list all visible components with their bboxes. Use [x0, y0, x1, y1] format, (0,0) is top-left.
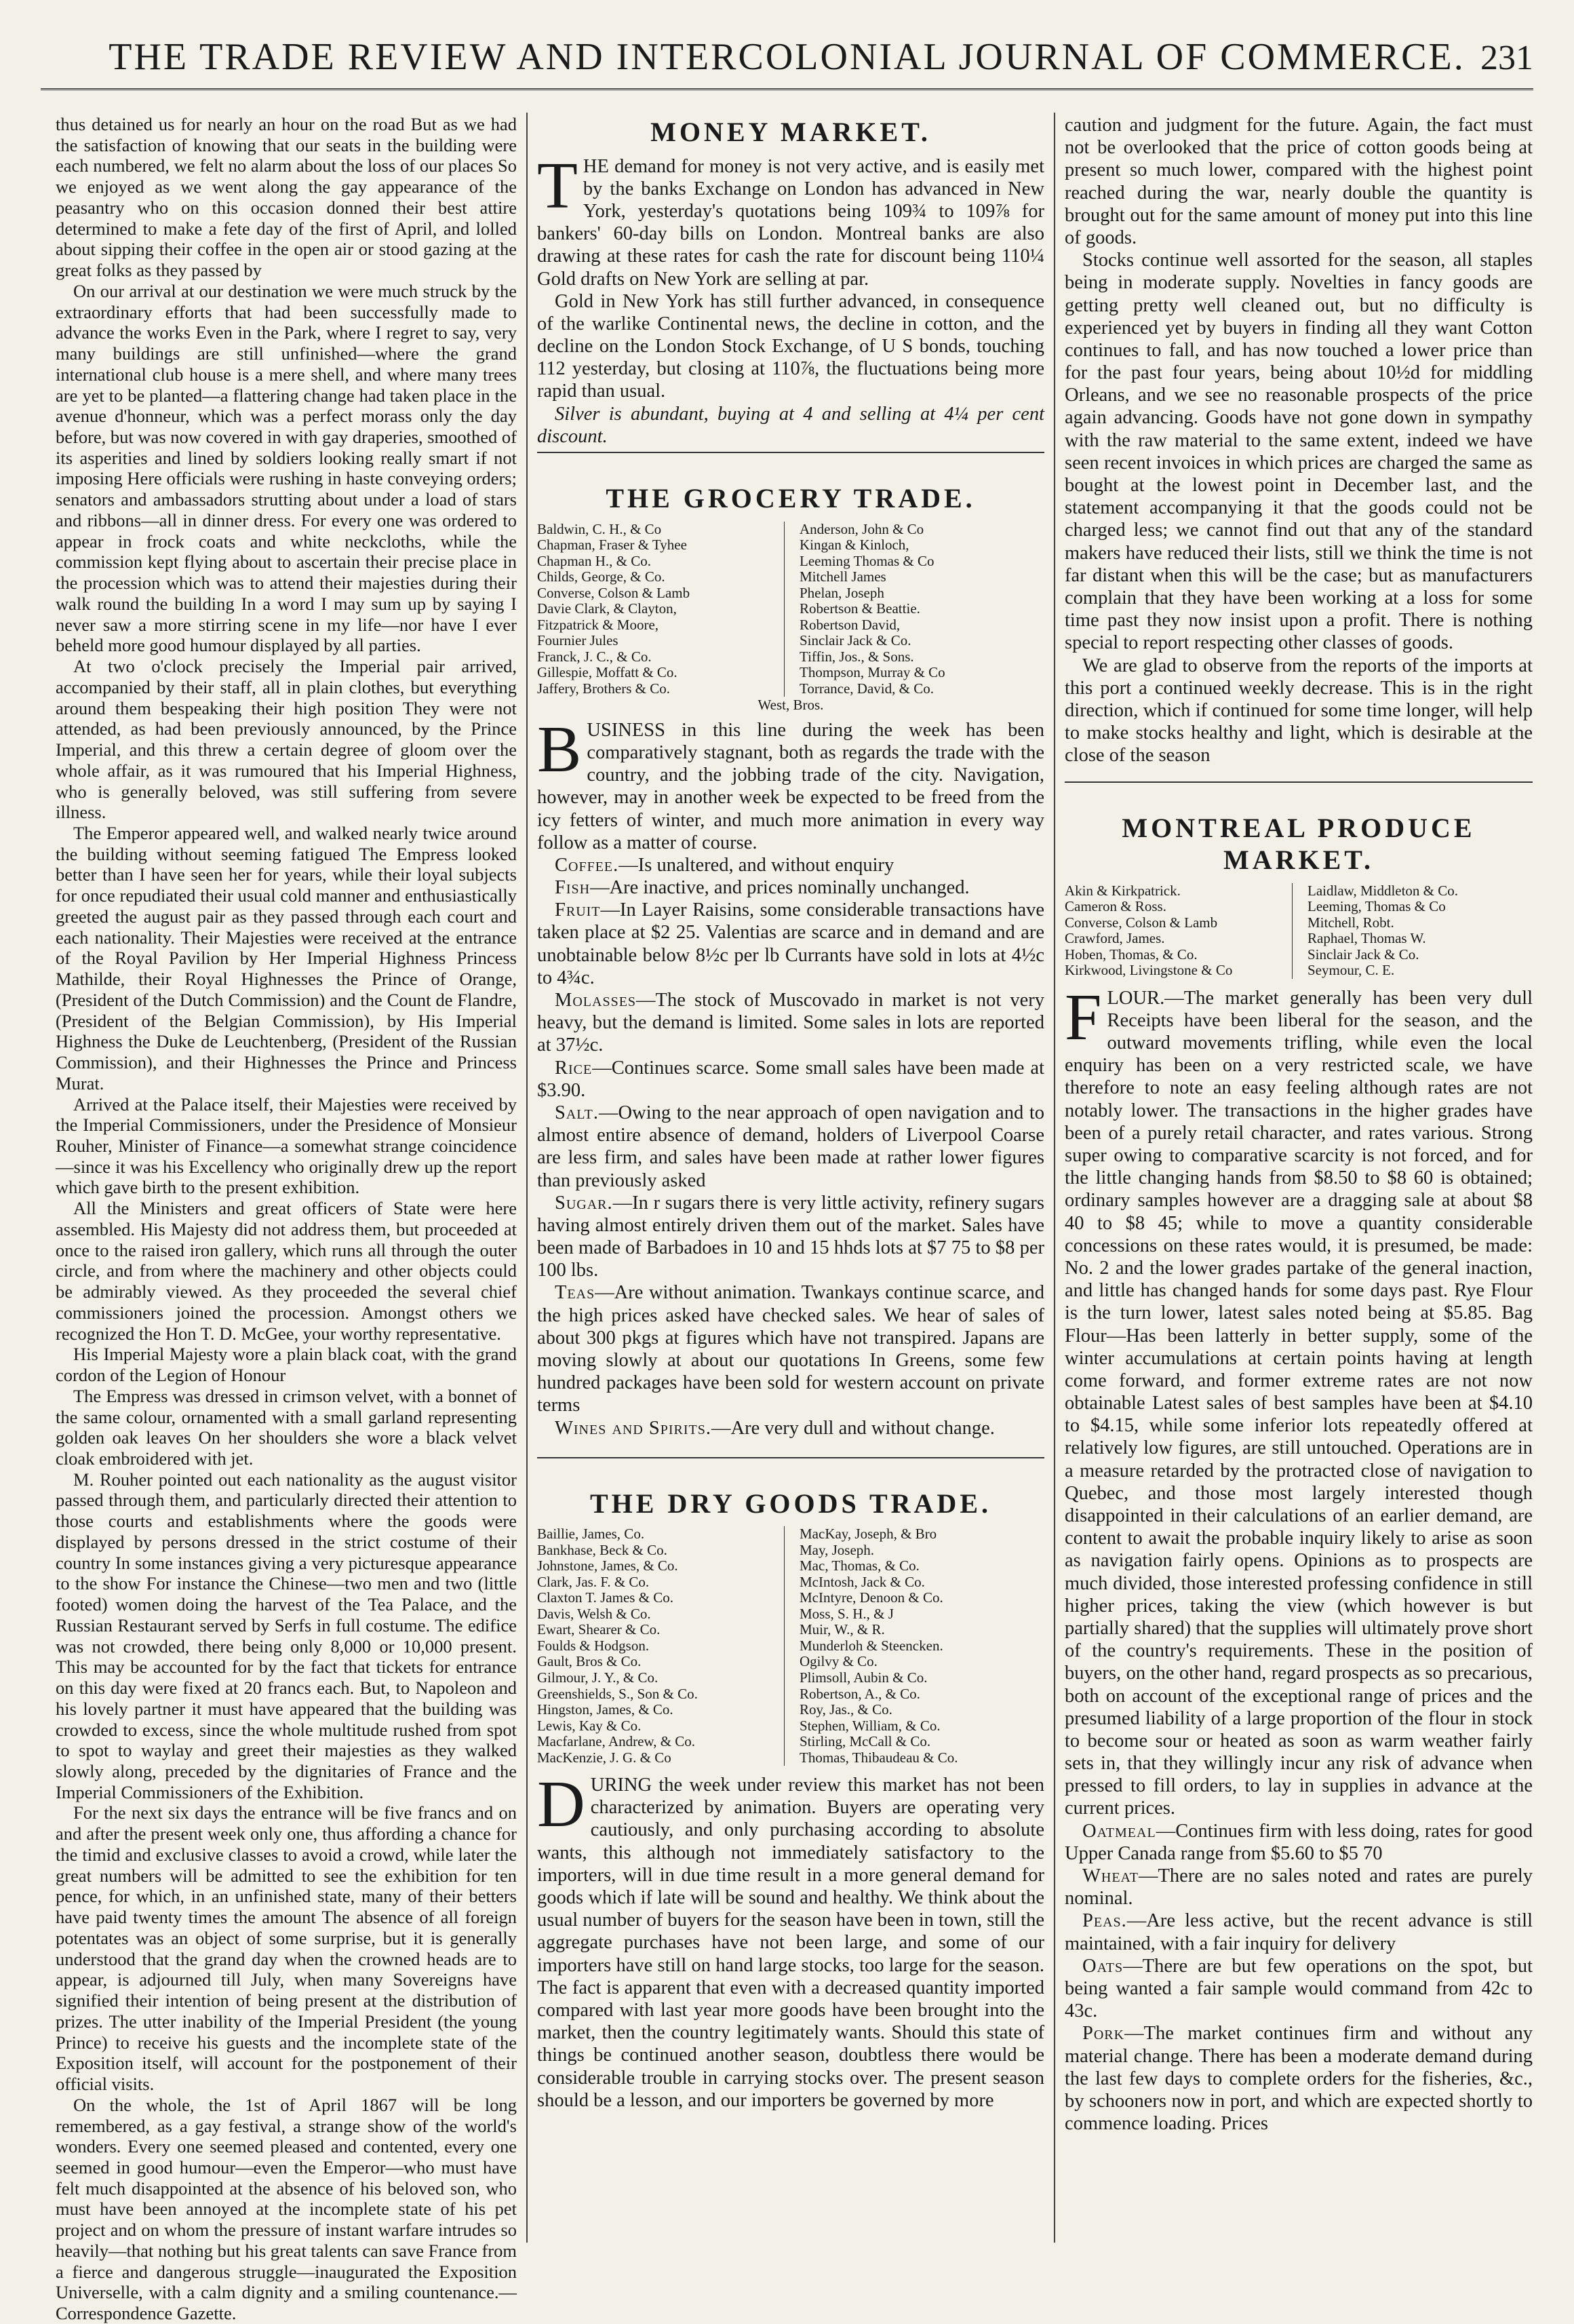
firm-name: Baldwin, C. H., & Co: [537, 520, 662, 537]
firm-name: Johnstone, James, & Co.: [537, 1557, 678, 1574]
firm-name: Greenshields, S., Son & Co.: [537, 1685, 698, 1702]
firm-name: May, Joseph.: [800, 1541, 875, 1558]
item-text: —Owing to the near approach of open navigation and to almost entire absence of demand, holders of Liverpool Coarse are less firm, and sales have been made at rather lower figures than previously asked: [537, 1102, 1044, 1191]
firm-name: Mac, Thomas, & Co.: [800, 1557, 920, 1574]
article-column-left: [56, 114, 517, 2324]
market-item: [537, 854, 1044, 876]
firm-name: Plimsoll, Aubin & Co.: [800, 1669, 928, 1686]
item-label: Fish: [555, 877, 591, 899]
article-paragraph: At two o'clock precisely the Imperial pair arrived, accompanied by their staff, all in plain clothes, but everything around them bespeaking their high position They were not attended, as had been previously announced, by the Prince Imperial, and this threw a certain degree of gloom over the whole affair, as it was rumoured that his Imperial Highness, who is generally beloved, was still suffering from severe illness.: [56, 656, 517, 823]
firm-list-right: [797, 522, 1044, 697]
item-label: Peas.: [1082, 1910, 1127, 1932]
firm-name: Childs, George, & Co.: [537, 568, 665, 585]
produce-items: [1065, 1820, 1533, 2135]
dry-goods-continued-paragraph: Stocks continue well assorted for the season, all staples being in moderate supply. Novelties in fancy goods are getting pretty well cleaned out, but no difficulty is experienced yet by buyers in finding all they want Cotton continues to fall, and has now touched a lower price than for the past four years, being about 10½d for middling Orleans, and we see no reasonable prospects of the price again advancing. Goods have not gone down in sympathy with the raw material to the same extent, indeed we have seen recent invoices in which prices are charged the same as bought at the lowest point in December last, and the statement accompanying it that the goods could not be charged less; we cannot find out that any of the standard makers have reduced their lists, still we think the time is not far distant when this will be the case; but as manufacturers complain that they have been working at a loss for some time past they now insist upon a profit. There is nothing special to report respecting other classes of goods.: [1065, 250, 1533, 654]
market-item: [537, 1281, 1044, 1416]
firm-list-right: [797, 1526, 1044, 1766]
money-market-heading: MONEY MARKET.: [650, 117, 931, 147]
firm-name: Hoben, Thomas, & Co.: [1065, 946, 1198, 963]
firm-name: Seymour, C. E.: [1307, 962, 1395, 979]
firm-name: McIntyre, Denoon & Co.: [800, 1589, 943, 1606]
firm-name: Muir, W., & R.: [800, 1621, 885, 1638]
article-paragraph: His Imperial Majesty wore a plain black coat, with the grand cordon of the Legion of Honour: [56, 1344, 517, 1386]
article-paragraph: M. Rouher pointed out each nationality as the august visitor passed through them, and particularly directed their attention to those courts and establishments where the goods were displayed by persons dressed in the strict costume of their country In some instances giving a very picturesque appearance to the show For instance the Chinese—two men and two (little footed) women doing the harvest of the Tea Palace, and the Russian Restaurant served by Serfs in full costume. The edifice was not crowded, there being only 8,000 or 10,000 present. This may be accounted for by the fact that tickets for entrance on this day were fixed at 20 francs each. But, to Napoleon and his lovely partner it must have appeared that the building was crowded to excess, since the whole multitude rushed from spot to spot to waylay and greet their majesties as they walked slowly along, preceded by the dignitaries of France and the Imperial Commissioners of the Exhibition.: [56, 1469, 517, 1802]
market-item: [537, 989, 1044, 1057]
firm-name: Claxton T. James & Co.: [537, 1589, 674, 1606]
firm-name: Chapman H., & Co.: [537, 552, 651, 569]
firm-name: Converse, Colson & Lamb: [537, 584, 690, 601]
article-paragraph: The Empress was dressed in crimson velvet, with a bonnet of the same colour, ornamented with a small garland representing golden oak leaves On her shoulders she wore a black velvet cloak embroidered with jet.: [56, 1385, 517, 1469]
produce-firm-list: [1065, 883, 1533, 979]
firm-list-trailing: West, Bros.: [758, 697, 824, 714]
market-item: [537, 899, 1044, 989]
drop-cap: D: [537, 1768, 585, 1842]
firm-name: Ogilvy & Co.: [800, 1653, 878, 1670]
market-item: [537, 1057, 1044, 1102]
market-column-right: [1065, 114, 1533, 2243]
item-text: —Are less active, but the recent advance is still maintained, with a fair inquiry for delivery: [1065, 1910, 1533, 1954]
firm-name: Clark, Jas. F. & Co.: [537, 1573, 650, 1590]
item-text: —There are but few operations on the spot, but being wanted a fair sample would command from 42c to 43c.: [1065, 1955, 1533, 2022]
dry-goods-firm-list: [537, 1526, 1044, 1766]
firm-name: Leeming, Thomas & Co: [1307, 898, 1446, 915]
item-text: —Are very dull and without change.: [711, 1417, 995, 1439]
dry-goods-paragraph: DURING the week under review this market has not been characterized by animation. Buyers are operating very cautiously, and only purchasing according to absolute wants, this although not immediately satisfactory to the importers, will in due time result in a more general demand for goods which if late will be sound and healthy. We think about the usual number of buyers for the season have been in town, still the aggregate purchases have not been large, and some of our importers have still on hand large stocks, too large for the season. The fact is apparent that even with a decreased quantity imported compared with last year more goods have been brought into the market, then the country legitimately wants. Should this state of things be continued another season, doubtless there would be considerable trouble in carrying stocks over. The present season should be a lesson, and our importers be governed by more: [537, 1768, 1044, 2111]
article-paragraph: On our arrival at our destination we were much struck by the extraordinary efforts that had been successfully made to advance the works Even in the Park, where I regret to say, very many buildings are still unfinished—where the grand international club house is a mere shell, and where many trees are yet to be planted—a flattering change had taken place in the avenue d'honneur, which was a perfect morass only the day before, but was now covered in with gay draperies, smoothed of its asperities and lined by soldiers looking really smart if not imposing Here officials were rushing in haste conveying orders; senators and ambassadors strutting about under a load of stars and ribbons—all in dinner dress. For every one was ordered to appear in frock coats and white neckcloths, while the commission kept flying about to ascertain their precise place in the procession which was to attend their majesties during their walk round the building In a word I may sum up by saying I never saw a more stirring scene in my life—nor have I ever beheld more good humour displayed by all parties.: [56, 280, 517, 656]
firm-name: MacKenzie, J. G. & Co: [537, 1749, 671, 1766]
firm-list-left: [537, 522, 785, 697]
item-text: —Are inactive, and prices nominally unchanged.: [590, 877, 970, 899]
firm-name: Kirkwood, Livingstone & Co: [1065, 962, 1233, 979]
firm-name: Roy, Jas., & Co.: [800, 1701, 892, 1718]
firm-name: Mitchell, Robt.: [1307, 914, 1394, 931]
item-label: Rice: [555, 1057, 593, 1079]
item-text: —Continues scarce. Some small sales have been made at $3.90.: [537, 1057, 1044, 1101]
dry-goods-continued-paragraph: caution and judgment for the future. Again, the fact must not be overlooked that the price of cotton goods being at present so much lower, compared with the highest point reached during the war, nearly double the quantity is brought out for the same amount of money put into this line of goods.: [1065, 115, 1533, 248]
firm-name: Robertson David,: [800, 616, 901, 633]
firm-name: Moss, S. H., & J: [800, 1605, 894, 1622]
market-item: [1065, 2022, 1533, 2135]
firm-list-right: [1305, 883, 1533, 979]
firm-name: Anderson, John & Co: [800, 520, 924, 537]
market-column-middle: [537, 114, 1044, 2243]
firm-name: Laidlaw, Middleton & Co.: [1307, 882, 1459, 899]
firm-name: Phelan, Joseph: [800, 584, 884, 601]
item-label: Wines and Spirits.: [555, 1417, 712, 1439]
grocery-firm-list: [537, 522, 1044, 697]
firm-name: Ewart, Shearer & Co.: [537, 1621, 661, 1638]
firm-name: Mitchell James: [800, 568, 886, 585]
firm-name: Davie Clark, & Clayton,: [537, 600, 677, 617]
firm-name: Robertson & Beattie.: [800, 600, 920, 617]
firm-name: Foulds & Hodgson.: [537, 1637, 650, 1654]
firm-list-left: [537, 1526, 785, 1766]
firm-name: Baillie, James, Co.: [537, 1526, 645, 1543]
firm-name: Robertson, A., & Co.: [800, 1685, 920, 1702]
market-item: [1065, 1955, 1533, 2023]
firm-name: McIntosh, Jack & Co.: [800, 1573, 925, 1590]
firm-name: Macfarlane, Andrew, & Co.: [537, 1733, 696, 1750]
item-label: Salt.: [555, 1102, 599, 1123]
item-label: Molasses: [555, 990, 637, 1011]
firm-name: Akin & Kirkpatrick.: [1065, 882, 1181, 899]
firm-name: Stephen, William, & Co.: [800, 1717, 941, 1734]
article-paragraph: On the whole, the 1st of April 1867 will be long remembered, as a gay festival, a strange show of the world's wonders. Every one seemed pleased and contented, every one seemed in good humour—even the Emperor—who must have felt much disappointed at the absence of his beloved son, who must have been annoyed at the incomplete state of his pet project and on whom the pressure of instant warfare intrudes so heavily—that nothing but his great talents can save France from a fierce and dangerous struggle—inaugurated the Exposition Universelle, with a calm dignity and a smiling countenance.—Correspondence Gazette.: [56, 2094, 517, 2324]
market-item: [537, 1102, 1044, 1192]
firm-name: Raphael, Thomas W.: [1307, 930, 1426, 947]
item-label: Sugar.: [555, 1192, 613, 1214]
item-text: —Are without animation. Twankays continue scarce, and the high prices asked have checked sales. We hear of sales of about 300 pkgs at figures which have not transpired. Japans are moving slowly at about our quotations In Greens, some few hundred packages have been sold for western account on private terms: [537, 1282, 1044, 1416]
firm-name: Thomas, Thibaudeau & Co.: [800, 1749, 958, 1766]
firm-name: Leeming Thomas & Co: [800, 552, 934, 569]
column-divider: [526, 113, 528, 2243]
article-paragraph: All the Ministers and great officers of State were here assembled. His Majesty did not address them, but proceeded at once to the raised iron gallery, which runs all through the outer circle, and from where the machinery and other objects could be admirably viewed. As they proceeded the several chief commissioners joined the procession. Amongst others we recognized the Hon T. D. McGee, your worthy representative.: [56, 1198, 517, 1344]
firm-name: Tiffin, Jos., & Sons.: [800, 648, 914, 665]
firm-name: Gilmour, J. Y., & Co.: [537, 1669, 658, 1686]
firm-name: Gillespie, Moffatt & Co.: [537, 664, 677, 681]
firm-name: Crawford, James.: [1065, 930, 1165, 947]
market-item: [537, 1417, 1044, 1439]
firm-name: Torrance, David, & Co.: [800, 680, 934, 697]
item-text: —The stock of Muscovado in market is not very heavy, but the demand is limited. Some sales in lots are reported at 37½c.: [537, 990, 1044, 1056]
grocery-trade-heading: THE GROCERY TRADE.: [606, 483, 976, 514]
market-item: [537, 1192, 1044, 1282]
money-market-paragraph: Gold in New York has still further advanced, in consequence of the warlike Continental news, the decline in cotton, and the decline on the London Stock Exchange, of U S bonds, touching 112 yesterday, but closing at 110⅞, the fluctuations being more rapid than usual.: [537, 290, 1044, 402]
firm-name: Franck, J. C., & Co.: [537, 648, 652, 665]
firm-list-left: [1065, 883, 1293, 979]
firm-name: Hingston, James, & Co.: [537, 1701, 673, 1718]
firm-name: Sinclair Jack & Co.: [1307, 946, 1419, 963]
drop-cap: F: [1065, 980, 1102, 1054]
firm-name: Davis, Welsh & Co.: [537, 1605, 651, 1622]
item-label: Oatmeal: [1082, 1820, 1156, 1842]
firm-name: Fournier Jules: [537, 632, 618, 649]
firm-name: Thompson, Murray & Co: [800, 664, 945, 681]
item-text: —Is unaltered, and without enquiry: [618, 854, 894, 876]
grocery-items: [537, 854, 1044, 1439]
item-text: —In Layer Raisins, some considerable transactions have taken place at $2 25. Valentias are scarce and in demand and are unobtainable below 8½c per lb Currants have sold in lots at 4½c to 4¾c.: [537, 899, 1044, 988]
item-label: Fruit: [555, 899, 601, 921]
article-paragraph: The Emperor appeared well, and walked nearly twice around the building without seeming fatigued The Empress looked better than I have seen her for years, while their loyal subjects for once repudiated their usual cold manner and enthusiastically greeted the august pair as they passed through each court and each nationality. Their Majesties were received at the entrance of the Royal Pavilion by Her Imperial Highness Princess Mathilde, their Royal Highnesses the Prince of Orange, (President of the Dutch Commission) and the Count de Flandre, (President of the Belgian Commission), by His Imperial Highness the Duke de Leuchtenberg, (President of the Russian Commission), and their Highnesses the Prince and Princess Murat.: [56, 822, 517, 1093]
firm-name: Stirling, McCall & Co.: [800, 1733, 931, 1750]
firm-name: Munderloh & Steencken.: [800, 1637, 943, 1654]
item-label: Coffee.: [555, 854, 619, 876]
section-rule: [1065, 781, 1533, 783]
column-divider: [1054, 113, 1055, 2243]
money-market-paragraph: Silver is abundant, buying at 4 and selling at 4¼ per cent discount.: [537, 403, 1044, 447]
firm-name: Kingan & Kinloch,: [800, 537, 909, 554]
grocery-paragraph: BUSINESS in this line during the week has been comparatively stagnant, both as regards the trade with the country, and the jobbing trade of the city. Navigation, however, may in another week be expected to be freed from the icy fetters of winter, and much more animation in every way follow as a matter of course.: [537, 712, 1044, 853]
firm-name: Sinclair Jack & Co.: [800, 632, 911, 649]
dry-goods-heading: THE DRY GOODS TRADE.: [589, 1488, 991, 1519]
market-item: [1065, 1865, 1533, 1910]
item-text: —There are no sales noted and rates are purely nominal.: [1065, 1865, 1533, 1910]
section-rule: [537, 1457, 1044, 1458]
firm-name: MacKay, Joseph, & Bro: [800, 1526, 937, 1543]
firm-name: Bankhase, Beck & Co.: [537, 1541, 667, 1558]
firm-name: Chapman, Fraser & Tyhee: [537, 537, 687, 554]
page-header: [41, 35, 1533, 90]
item-label: Oats: [1082, 1955, 1124, 1977]
firm-name: Lewis, Kay & Co.: [537, 1717, 642, 1734]
article-paragraph: thus detained us for nearly an hour on the road But as we had the satisfaction of knowing that our seats in the building were each numbered, we felt no alarm about the loss of our places So we enjoyed as we went along the gay appearance of the peasantry who on this occasion donned their best attire determined to make a fete day of the first of April, and lolled about sipping their coffee in the open air or stood gazing at the great folks as they passed by: [56, 114, 517, 281]
item-label: Teas: [555, 1282, 595, 1304]
market-item: [1065, 1820, 1533, 1865]
firm-name: Gault, Bros & Co.: [537, 1653, 642, 1670]
drop-cap: B: [537, 712, 582, 786]
produce-paragraph: FLOUR.—The market generally has been very dull Receipts have been liberal for the season, and the outward movements trifling, while even the local enquiry has been on a very restricted scale, we have therefore to note an easy feeling although rates are not notably lower. The transactions in the higher grades have been of a purely retail character, and rates various. Strong super owing to comparative scarcity is not forced, and for the little changing hands from $8.50 to $8 60 is obtained; ordinary samples however are a dragging sale at about $8 40 to $8 45; while to move a quantity considerable concessions on these rates would, it is presumed, be made: No. 2 and the lower grades partake of the general inaction, and little has changed hands for some days past. Rye Flour is the turn lower, latest sales noted being at $5.85. Bag Flour—Has been latterly in better supply, some of the winter accumulations at certain points having at length come forward, and former extreme rates are not now obtainable Latest sales of best samples have been at $4.10 to $4.15, while some inferior lots repeatedly offered at relatively low figures, are still untouched. Operations are in a measure retarded by the protracted close of navigation to Quebec, and those most largely interested though disappointed in their calculations of an earlier demand, are content to await the probable inquiry likely to arise as soon as navigation fairly opens. Opinions as to prospects are much divided, those interested professing confidence in still higher prices, taking the view (which however is but partially shared) that the supplies will ultimately prove short of the country's requirements. These in the position of buyers, on the other hand, regard prospects as so precarious, both on account of the exceptional range of prices and the presumed liability of a large proportion of the flour in stock to become sour or heated as soon as warm weather fairly sets in, that they willingly incur any risk of advance when pressed to fill orders, to lay in supplies in advance at the current prices.: [1065, 980, 1533, 1819]
drop-cap: T: [537, 149, 578, 222]
item-text: —In r sugars there is very little activity, refinery sugars having almost entirely driven them out of the market. Sales have been made of Barbadoes in 10 and 15 hhds lots at $7 75 to $8 per 100 lbs.: [537, 1192, 1044, 1281]
produce-market-heading: MONTREAL PRODUCE MARKET.: [1122, 813, 1476, 876]
dry-goods-continued-paragraph: We are glad to observe from the reports of the imports at this port a continued weekly decrease. This is in the right direction, which if continued for some time longer, will help to make stocks healthy and light, which is desirable at the close of the season: [1065, 655, 1533, 767]
firm-name: Jaffery, Brothers & Co.: [537, 680, 670, 697]
firm-name: Converse, Colson & Lamb: [1065, 914, 1218, 931]
item-text: —Continues firm with less doing, rates for good Upper Canada range from $5.60 to $5 70: [1065, 1820, 1533, 1864]
market-item: [537, 876, 1044, 899]
article-paragraph: For the next six days the entrance will be five francs and on and after the present week only one, thus affording a chance for the timid and exclusive classes to avoid a crowd, while later the great numbers will be admitted to see the exhibition for ten pence, for which, in an unfinished state, many of their betters have paid twenty times the amount The absence of all foreign potentates was an object of some surprise, but it is generally understood that the grand day when the crowned heads are to appear, is adjourned till July, when many Sovereigns have signified their intention of being present at the distribution of prizes. The utter inability of the Imperial President (the young Prince) to receive his guests and the incomplete state of the Exposition itself, will account for the postponement of their official visits.: [56, 1802, 517, 2095]
journal-title: THE TRADE REVIEW AND INTERCOLONIAL JOURNAL OF COMMERCE.: [109, 36, 1465, 78]
money-market-paragraph: THE demand for money is not very active, and is easily met by the banks Exchange on London has advanced in New York, yesterday's quotations being 109¾ to 109⅞ for bankers' 60-day bills on London. Montreal banks are also drawing at these rates for cash the rate for discount being 110¼ Gold drafts on New York are selling at par.: [537, 149, 1044, 290]
item-label: Pork: [1082, 2023, 1125, 2045]
item-text: —The market continues firm and without any material change. There has been a moderate demand during the last few days to complete orders for the fisheries, &c., by schooners now in port, and which are expected shortly to commence loading. Prices: [1065, 2023, 1533, 2135]
firm-name: Fitzpatrick & Moore,: [537, 616, 659, 633]
market-item: [1065, 1910, 1533, 1954]
firm-name: Cameron & Ross.: [1065, 898, 1166, 915]
page-number: 231: [1480, 39, 1533, 77]
section-rule: [537, 452, 1044, 453]
item-label: Wheat: [1082, 1865, 1139, 1887]
article-paragraph: Arrived at the Palace itself, their Majesties were received by the Imperial Commissioners, under the Presidence of Monsieur Rouher, Minister of Finance—a somewhat strange coincidence—since it was his Excellency who originally drew up the report which gave birth to the present exhibition.: [56, 1093, 517, 1198]
